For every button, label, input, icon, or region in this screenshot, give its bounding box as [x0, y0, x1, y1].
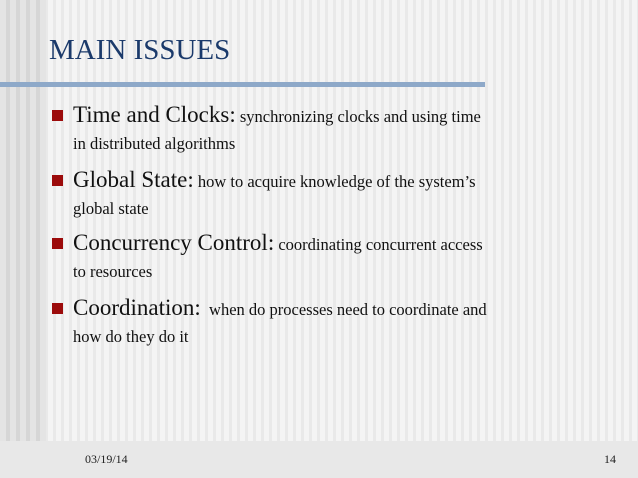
bullet-heading: Time and Clocks: — [73, 102, 236, 127]
bullet-square-icon — [52, 110, 63, 121]
bullet-heading: Global State: — [73, 167, 194, 192]
bullet-item-global-state — [73, 167, 613, 223]
bullet-text-cont: how do they do it — [73, 327, 189, 346]
bullet-heading: Concurrency Control: — [73, 230, 275, 255]
background-left-band — [0, 0, 46, 441]
bullet-square-icon — [52, 238, 63, 249]
bullet-text: how to acquire knowledge of the system’s — [193, 172, 476, 191]
bullet-text: coordinating concurrent access — [274, 235, 483, 254]
footer-date: 03/19/14 — [85, 452, 128, 466]
bullet-heading: Coordination: — [73, 295, 201, 320]
slide-title: MAIN ISSUES — [49, 34, 231, 66]
bullet-item-concurrency-control — [73, 230, 613, 286]
title-underline — [0, 82, 485, 87]
bullet-text: synchronizing clocks and using time — [235, 107, 481, 126]
bullet-text-cont: in distributed algorithms — [73, 134, 236, 153]
bullet-square-icon — [52, 303, 63, 314]
bullet-square-icon — [52, 175, 63, 186]
bullet-text-cont: to resources — [73, 262, 153, 281]
bullet-text-cont: global state — [73, 199, 149, 218]
footer-page-number: 14 — [604, 452, 616, 466]
bullet-text: when do processes need to coordinate and — [200, 300, 487, 319]
bullet-item-coordination — [73, 295, 613, 351]
bullet-item-time-clocks — [73, 102, 613, 158]
